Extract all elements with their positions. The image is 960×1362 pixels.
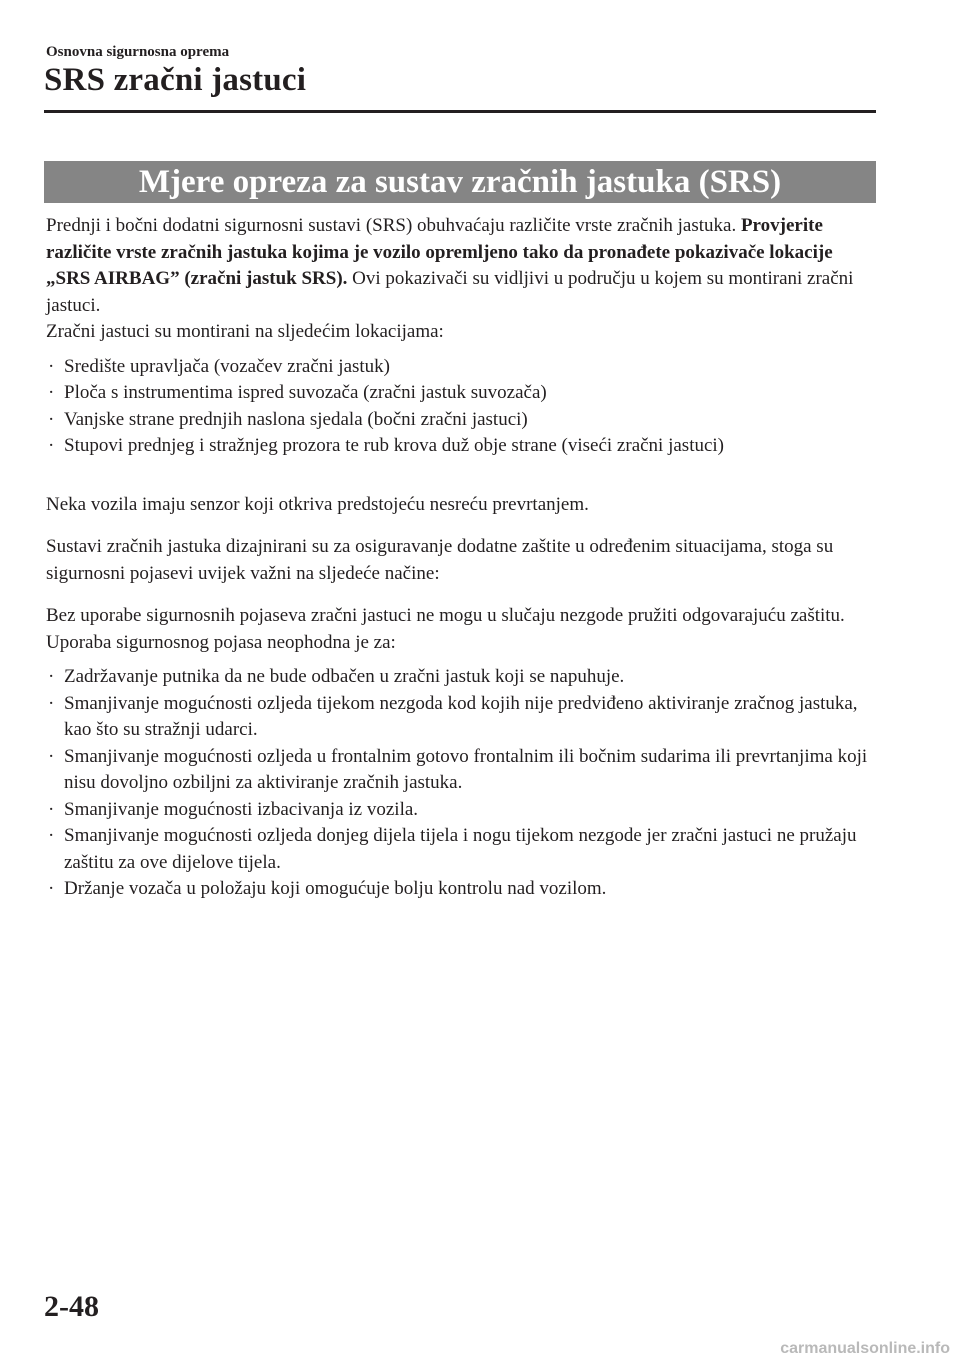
bullet-icon: · xyxy=(48,798,55,820)
list-item: · Stupovi prednjeg i stražnjeg prozora te rub krova duž obje strane (viseći zračni jastuci) xyxy=(46,433,876,460)
bullet-icon: · xyxy=(48,825,55,846)
locations-list xyxy=(46,354,876,460)
bullet-icon: · xyxy=(48,745,55,767)
section-banner xyxy=(44,161,876,203)
header-rule xyxy=(44,110,876,113)
list-item: · Zadržavanje putnika da ne bude odbačen u zračni jastuk koji se napuhuje. xyxy=(46,664,876,691)
bullet-icon: · xyxy=(48,382,55,403)
bullet-icon: · xyxy=(48,878,55,899)
belt-reasons-list xyxy=(46,664,876,903)
locations-intro: Zračni jastuci su montirani na sljedećim lokacijama: xyxy=(46,321,444,342)
bullet-icon: · xyxy=(48,692,55,714)
intro-rest: Ovi pokazivači su vidljivi u području u kojem su montirani zračni jastuci. xyxy=(46,268,854,316)
list-item: · Smanjivanje mogućnosti ozljeda tijekom nezgoda kod kojih nije predviđeno aktiviranje zračnog jastuka, kao što su stražnji udarci. xyxy=(48,692,858,740)
list-item: · Ploča s instrumentima ispred suvozača (zračni jastuk suvozača) xyxy=(46,380,876,407)
page-number: 2-48 xyxy=(44,1290,99,1323)
designed-paragraph: Sustavi zračnih jastuka dizajnirani su za osiguravanje dodatne zaštite u određenim situacijama, stoga su sigurnosni pojasevi uvijek važni na sljedeće načine: xyxy=(46,536,834,584)
list-item: · Smanjivanje mogućnosti ozljeda u frontalnim gotovo frontalnim ili bočnim sudarima ili prevrtanjima koji nisu dovoljno ozbiljni za aktiviranje zračnih jastuka. xyxy=(48,745,868,793)
chapter-title: SRS zračni jastuci xyxy=(44,62,307,98)
list-item: · Središte upravljača (vozačev zračni jastuk) xyxy=(46,354,876,381)
intro-paragraph xyxy=(46,213,876,319)
intro-bold-instruction: Provjerite različite vrste zračnih jastuka kojima je vozilo opremljeno tako da pronađete pokazivače lokacije „SRS AIRBAG” (zračni jastuk SRS). xyxy=(46,215,833,289)
rollover-paragraph: Neka vozila imaju senzor koji otkriva predstojeću nesreću prevrtanjem. xyxy=(46,493,589,515)
bullet-icon: · xyxy=(48,355,55,377)
list-item: · Vanjske strane prednjih naslona sjedala (bočni zračni jastuci) xyxy=(46,407,876,434)
main-content xyxy=(46,213,876,903)
bullet-icon: · xyxy=(48,408,55,430)
section-label: Osnovna sigurnosna oprema xyxy=(46,44,230,60)
list-item: · Smanjivanje mogućnosti izbacivanja iz vozila. xyxy=(46,797,876,824)
banner-title: Mjere opreza za sustav zračnih jastuka (SRS) xyxy=(138,164,782,200)
list-item: · Smanjivanje mogućnosti ozljeda donjeg dijela tijela i nogu tijekom nezgode jer zračni jastuci ne pružaju zaštitu za ove dijelove tijela. xyxy=(48,825,857,873)
watermark: carmanualsonline.info xyxy=(780,1340,950,1357)
list-item: · Držanje vozača u položaju koji omogućuje bolju kontrolu nad vozilom. xyxy=(46,876,876,903)
without-belt-paragraph: Bez uporabe sigurnosnih pojaseva zračni jastuci ne mogu u slučaju nezgode pružiti odgovarajuću zaštitu. Uporaba sigurnosnog pojasa neophodna je za: xyxy=(46,605,845,653)
intro-line: Prednji i bočni dodatni sigurnosni sustavi (SRS) obuhvaćaju različite vrste zračnih jastuka. xyxy=(46,215,737,236)
bullet-icon: · xyxy=(48,666,55,687)
bullet-icon: · xyxy=(48,435,55,456)
